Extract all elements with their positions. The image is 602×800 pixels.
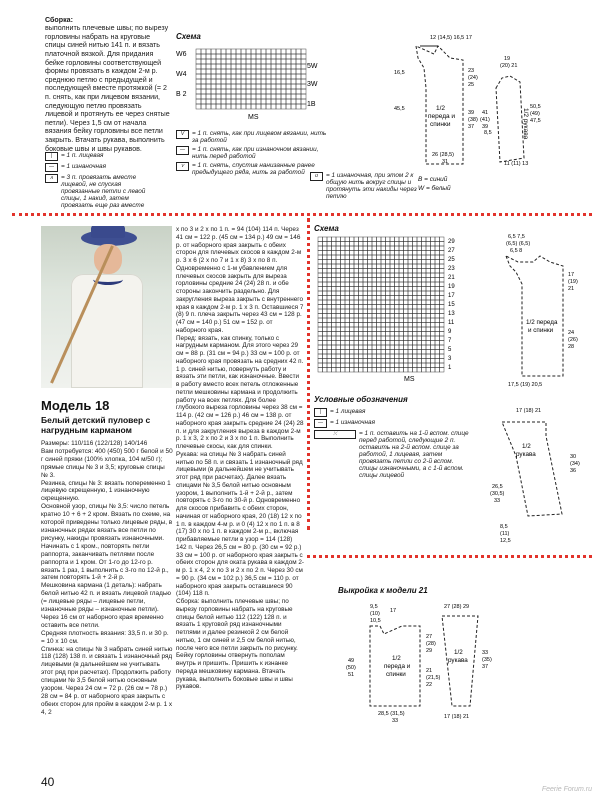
dim-bottom-2: 31 bbox=[442, 159, 449, 165]
slip-purl-symbol: — bbox=[176, 146, 189, 155]
p2-top-3: 6,5 8 bbox=[510, 248, 523, 254]
p3-right-2: 21 (21,5) 22 bbox=[426, 668, 441, 688]
instructions-col-2: х по 3 и 2 х по 1 п. = 94 (104) 114 п. Через 41 см = 122 р. (45 см = 134 р.) 49 см = 146 р. от наборного края закрыть с обеих сторон для плечевых скосов в каждом 2-м р. 3 х 6 (2 х по 7 и 1 х 8) 3 х по 8 п. Одновременно с 1-м убавлением для плечевых скосов закрыть для выреза горловины средние 24 (24) 28 п. и обе стороны закончить раздельно. Для закругления выреза закрыть с внутреннего края в каждом 2-м р. 1 х 3 п. Оставшиеся 7 (8) 9 п. плеча закрыть через 43 см = 128 р. (47 см = 140 р.) 51 см = 152 р. от наборного края. Перед: вязать, как спинку, только с нагрудным карманом. Для этого через 29 см = 88 р. (31 см = 94 р.) 33 см = 100 р. от наборного края провязать на средних 42 п. 1 р. синей нитью, повернуть работу и вязать эти петли, как изнаночные. Ввести в работу вместо всех петель отложенные петли мешковины кармана и продолжить работу на всех петлях. Для более глубокого выреза горловины через 38 см = 114 р. (42 см = 126 р.) 46 см = 138 р. от наборного края закрыть средние 24 (24) 28 п. и для закругления выреза в каждом 2-м р. 1 х 3, 2 х по 2 и 3 х по 1 п. Выполнить плечевые скосы, как для спинки. Рукава: на спицы № 3 набрать синей нитью по 58 п. и связать 1 изнаночный ряд лицевыми (в дальнейшем не учитывать этот ряд при расчетах). Далее вязать спицами № 3,5 белой нитью основным узором, 1 выполнить 1-й + 2-й р., затем повторять с 3-го по 30-й р. Одновременно для скосов прибавить с обеих сторон, начиная от наборного края, 20 (18) 12 х по 1 п. в каждом 4-м р. и 0 (4) 12 х по 1 п. в 8 (17) 30 х по 1 п. в каждом 2-м р., включая прибавляемые петли в узор = 114 (128) 142 п. Через 26,5 см = 80 р. (30 см = 92 р.) 33 см = 100 р. от наборного края закрыть с обеих сторон для оката рукава в каждом 2-м р. 1 х 4, 2 х по 3 и 2 х по 2 п. Через 30 см = 90 р. (34 см = 102 р.) 36,5 см = 110 р. от наборного края закрыть оставшиеся 90 (104) 118 п. Сборка: выполнить плечевые швы; по вырезу горловины набрать на круговые спицы белой нитью 112 (122) 128 п. и вязать 1 круговой ряд изнаночными петлями и далее резинкой 2 см белой нитью, 1 см синей и 2,5 см белой нитью, после чего все петли закрыть по рисунку. Бейку горловины отвернуть пополам внутрь и пришить. Пришить к изнанке переда мешковину кармана. Втачать рукава, выполнить боковые швы и швы рукавов. bbox=[176, 226, 304, 691]
knit-symbol: | bbox=[45, 152, 58, 161]
p3-top-2: 17 bbox=[390, 608, 397, 614]
divider-top bbox=[12, 213, 592, 216]
schema-1-grid bbox=[176, 43, 326, 123]
row-label: 5W bbox=[307, 63, 318, 70]
dim-right: 23 (24) 25 bbox=[468, 68, 478, 88]
row-number: 3 bbox=[448, 356, 452, 362]
row-number: 11 bbox=[448, 320, 455, 326]
row-label: W4 bbox=[176, 71, 187, 78]
assembly-text: Сборка: выполнить плечевые швы; по вырезу горловины набрать на круговые спицы синей нитью 141 п. и вязать платочной вязкой. Для придания бейке горловины соответствующей формы провязать в каждом 2-м р. среднюю петлю с предыдущей и последующей вместе протяжкой (= 2 п. снять, как при лицевом вязании, следующую петлю провязать лицевой и протянуть ее через снятые петли). Через 1,5 см от начала вязания бейку горловины все петли закрыть. Втачать рукава, выполнить боковые швы и швы рукавов. bbox=[45, 15, 170, 153]
row-number: 5 bbox=[448, 347, 452, 353]
p3-right: 27 (28) 29 bbox=[426, 634, 436, 654]
sleeve-dim-top-2: (20) 21 bbox=[500, 63, 518, 69]
three-together-symbol: ∧ bbox=[45, 174, 58, 183]
sleeve-dim-top: 19 bbox=[504, 56, 511, 62]
p3-bottom: 28,5 (31,5) bbox=[378, 711, 405, 717]
schema-2-legend: Условные обозначения | = 1 лицевая — = 1 изнаночная ⤫ = 1 п. оставить на 1-й вспом. спице перед работой, следующие 2 п. оставить на 2-й вспом. спице за работой, 1 лицевая, затем провязать петли со 2-й вспом. спицы изнаночными, а с 1-й вспом. спицы лицевой bbox=[314, 395, 474, 481]
row-number: 15 bbox=[448, 302, 455, 308]
row-number: 9 bbox=[448, 329, 452, 335]
sleeve-label: 1/2 рукава bbox=[522, 108, 529, 140]
p2-front-label: 1/2 переда и спинки bbox=[526, 319, 558, 334]
row-number: 17 bbox=[448, 293, 455, 299]
p3-left: 49 (50) 51 bbox=[346, 658, 356, 678]
sleeve-dim-left: 41 (41) 39 bbox=[480, 110, 490, 130]
dim-right-2: 39 (38) 37 bbox=[468, 110, 478, 130]
row-label: 3W bbox=[307, 81, 318, 88]
dim-left-2: 45,5 bbox=[394, 106, 405, 112]
p3-sleeve-bottom: 17 (18) 21 bbox=[444, 714, 470, 720]
page-number: 40 bbox=[41, 775, 55, 789]
row-number: 7 bbox=[448, 338, 452, 344]
schema-1-legend: V = 1 п. снять, как при лицевом вязании, нить за работой — = 1 п. снять, как при изнаночном вязании, нить перед работой ⋎ = 1 п. снять, спустив нанизанные ранее предыдущего ряда, нить за работой bbox=[176, 130, 328, 176]
p2-right-top: 17 (19) 21 bbox=[568, 272, 578, 292]
dim-bottom: 26 (28,5) bbox=[432, 152, 455, 158]
sleeve2-top: 17 (18) 21 bbox=[516, 408, 542, 414]
model-photo bbox=[41, 226, 172, 388]
model-title: Модель 18 bbox=[41, 398, 110, 413]
p2-bottom: 17,5 (19) 20,5 bbox=[508, 382, 543, 388]
row-number: 13 bbox=[448, 311, 455, 317]
sleeve2-left: 26,5 (30,5) 33 bbox=[490, 484, 505, 504]
schema-1-title: Схема bbox=[176, 32, 201, 41]
pattern-2 bbox=[488, 226, 598, 556]
front-label: 1/2 переда и спинки bbox=[428, 105, 456, 128]
p3-bottom-2: 33 bbox=[392, 718, 399, 724]
knit-symbol-2: | bbox=[314, 408, 327, 417]
color-key: B = синий W = белый bbox=[418, 176, 451, 192]
sleeve-dim-right: 50,5 (49) 47,5 bbox=[530, 104, 541, 124]
sleeve2-right: 30 (34) 36 bbox=[570, 454, 580, 474]
p3-sleeve-right: 33 (35) 37 bbox=[482, 650, 492, 670]
row-number: 21 bbox=[448, 275, 455, 281]
row-number: 1 bbox=[448, 365, 452, 371]
row-label: B 2 bbox=[176, 91, 187, 98]
sleeve-dim-bottom: 11 (11) 13 bbox=[504, 161, 529, 167]
row-number: 27 bbox=[448, 248, 455, 254]
p2-top-2: (6,5) (6,5) bbox=[506, 241, 531, 247]
purl-symbol: — bbox=[45, 163, 58, 172]
row-number: 19 bbox=[448, 284, 455, 290]
sleeve2-label: 1/2 рукава bbox=[516, 443, 536, 458]
sleeve-dim-left-2: 8,5 bbox=[484, 130, 492, 136]
slip-drop-symbol: ⋎ bbox=[176, 162, 189, 171]
schema-2-title: Схема bbox=[314, 224, 339, 233]
wrap-symbol: ʊ bbox=[310, 172, 323, 181]
schema-1 bbox=[176, 32, 328, 178]
row-number: 29 bbox=[448, 239, 455, 245]
pattern-3 bbox=[340, 598, 510, 728]
ms-label-2: MS bbox=[404, 376, 415, 383]
top-legend: | = 1 п. лицевая — = 1 изнаночная ∧ = 3 п. провязать вместе лицевой, не спуская провязанные петли с левой спицы, 1 накид, затем провязать еще раз вместе bbox=[45, 152, 165, 211]
slip-knit-symbol: V bbox=[176, 130, 189, 139]
row-number: 23 bbox=[448, 266, 455, 272]
p3-top: 9,5 (10) 10,5 bbox=[370, 604, 381, 624]
watermark: Feerie Forum.ru bbox=[541, 786, 592, 793]
pattern-1 bbox=[388, 32, 598, 172]
schema-2-grid bbox=[314, 233, 484, 383]
row-label: 1B bbox=[307, 101, 316, 108]
dim-top: 12 (14,5) 16,5 17 bbox=[430, 35, 472, 41]
ms-label: MS bbox=[248, 114, 259, 121]
schema-1-legend-b: ʊ = 1 изнаночная, при этом 2 к общую нить вокруг спицы и протянуть эти накиды через петлю bbox=[310, 172, 430, 202]
cable-symbol: ⤫ bbox=[314, 430, 356, 439]
row-number: 25 bbox=[448, 257, 455, 263]
model-subtitle: Белый детский пуловер с нагрудным карманом bbox=[41, 415, 151, 435]
divider-vertical bbox=[307, 218, 310, 530]
purl-symbol-2: — bbox=[314, 419, 327, 428]
pattern-3-title: Выкройка к модели 21 bbox=[338, 586, 428, 595]
sleeve2-bottom: 8,5 (11) 12,5 bbox=[500, 524, 511, 544]
p2-right-mid: 24 (26) 28 bbox=[568, 330, 578, 350]
instructions-col-1: Размеры: 110/116 (122/128) 140/146 Вам потребуется: 400 (450) 500 г белой и 50 г синей пряжи (100% хлопка, 104 м/50 г); прямые спицы № 3 и 3,5; круговые спицы № 3. Резинка, спицы № 3: вязать попеременно 1 лицевую скрещенную, 1 изнаночную скрещенную. Основной узор, спицы № 3,5: число петель кратно 10 + 6 + 2 кром. Вязать по схеме, на которой приведены только лицевые ряды, в изнаночных рядах вязать все петли по рисунку, накиды провязать изнаночными. Начинать с 1 кром., повторять петли раппорта, заканчивать петлями после раппорта и 1 кром. От 1-го до 12-го р. вязать 1 раз, 1 выполнить с 3-го по 12-й р., затем повторять 1-й + 2-й р. Мешковина кармана (1 деталь): набрать белой нитью 42 п. и вязать лицевой гладью (= лицевые ряды – лицевые петли, изнаночные ряды – изнаночные петли). Через 16 см от наборного края временно оставить все петли. Средняя плотность вязания: 33,5 п. и 30 р. = 10 х 10 см. Спинка: на спицы № 3 набрать синей нитью 118 (128) 138 п. и связать 1 изнаночный ряд лицевыми (в дальнейшем не учитывать этот ряд при расчетах). Продолжить работу спицами № 3,5 белой нитью основным узором. Через 24 см = 72 р. (26 см = 78 р.) 28 см = 84 р. от наборного края закрыть с обеих сторон для пройм в каждом 2-м р. 1 х 4, 2 bbox=[41, 440, 173, 716]
dim-left: 16,5 bbox=[394, 70, 405, 76]
p3-front-label: 1/2 переда и спинки bbox=[384, 655, 411, 678]
p3-sleeve-top: 27 (28) 29 bbox=[444, 604, 470, 610]
p3-sleeve-label: 1/2 рукава bbox=[448, 649, 468, 664]
row-label: W6 bbox=[176, 51, 187, 58]
schema-2 bbox=[314, 224, 484, 388]
p2-top: 6,5 7,5 bbox=[508, 234, 525, 240]
legend-title: Условные обозначения bbox=[314, 395, 408, 404]
